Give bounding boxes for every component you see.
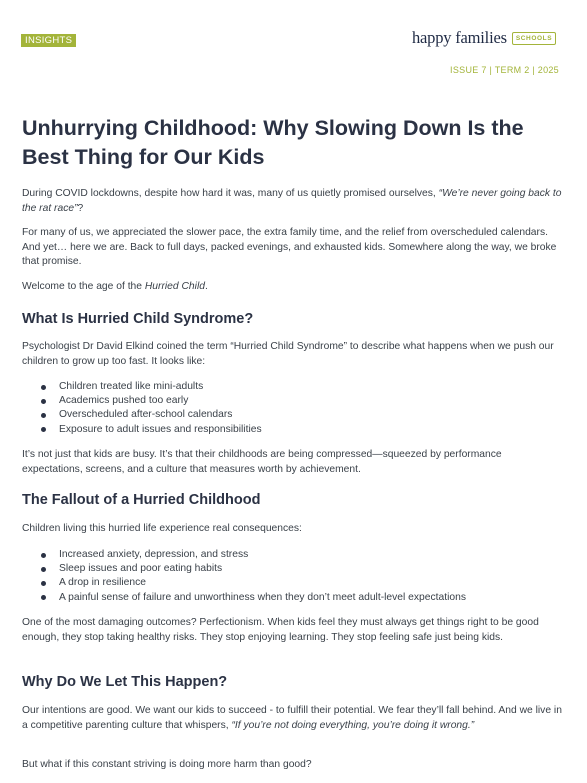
list-item: Increased anxiety, depression, and stress xyxy=(40,548,466,562)
intro-p3-em: Hurried Child xyxy=(144,281,205,292)
article-title: Unhurrying Childhood: Why Slowing Down Is the Best Thing for Our Kids xyxy=(22,116,524,169)
section3-p1-quote: “If you’re not doing everything, you’re doing it wrong.” xyxy=(231,719,475,731)
section2-bullet-list xyxy=(40,548,466,605)
list-item: A drop in resilience xyxy=(40,576,466,590)
section1-paragraph-2: It’s not just that kids are busy. It’s that their childhoods are being compressed—squeezed by performance expectations, screens, and a culture that measures worth by achievement. xyxy=(22,449,502,475)
brand-name: happy families xyxy=(412,28,507,47)
brand-badge: SCHOOLS xyxy=(512,32,556,45)
intro-p1-quote: “We’re never going back to the rat race” xyxy=(22,188,562,214)
intro-p3-end: . xyxy=(204,281,208,292)
list-item: Children treated like mini-adults xyxy=(40,380,262,394)
section3-paragraph-1 xyxy=(22,704,562,733)
brand-logo xyxy=(412,28,556,48)
intro-paragraph-2: For many of us, we appreciated the slower pace, the extra family time, and the relief from overscheduled calendars. And yet… here we are. Back to full days, packed evenings, and exhausted kids. Somewhere along the way, we broke that promise. xyxy=(22,227,557,267)
list-item: A painful sense of failure and unworthiness when they don’t meet adult-level expectations xyxy=(40,591,466,605)
insights-tag: INSIGHTS xyxy=(21,34,76,47)
section1-heading: What Is Hurried Child Syndrome? xyxy=(22,311,254,327)
list-item: Overscheduled after-school calendars xyxy=(40,408,262,422)
section3-paragraph-2: But what if this constant striving is doing more harm than good? xyxy=(22,759,312,770)
intro-paragraph-1 xyxy=(22,187,562,216)
intro-p1-end: ? xyxy=(77,202,84,214)
section1-bullet-list xyxy=(40,380,262,437)
issue-info: ISSUE 7 | TERM 2 | 2025 xyxy=(450,65,559,75)
section3-p1-text: Our intentions are good. We want our kids to succeed - to fulfill their potential. We fear they’ll fall behind. And we live in a competitive parenting culture that whispers, xyxy=(22,705,562,731)
section2-paragraph-1: Children living this hurried life experience real consequences: xyxy=(22,523,302,534)
intro-p3-text: Welcome to the age of the xyxy=(22,281,145,292)
list-item: Sleep issues and poor eating habits xyxy=(40,562,466,576)
list-item: Exposure to adult issues and responsibilities xyxy=(40,423,262,437)
section3-heading: Why Do We Let This Happen? xyxy=(22,674,228,690)
section2-paragraph-2: One of the most damaging outcomes? Perfectionism. When kids feel they must always get things right to be good enough, they stop taking healthy risks. They stop enjoying learning. They stop feeling safe just being kids. xyxy=(22,617,539,643)
section1-paragraph-1: Psychologist Dr David Elkind coined the term “Hurried Child Syndrome” to describe what happens when we push our children to grow up too fast. It looks like: xyxy=(22,341,554,367)
list-item: Academics pushed too early xyxy=(40,394,262,408)
intro-p1-text: During COVID lockdowns, despite how hard it was, many of us quietly promised ourselves, xyxy=(22,188,439,199)
intro-paragraph-3 xyxy=(22,280,562,295)
section2-heading: The Fallout of a Hurried Childhood xyxy=(22,492,261,508)
